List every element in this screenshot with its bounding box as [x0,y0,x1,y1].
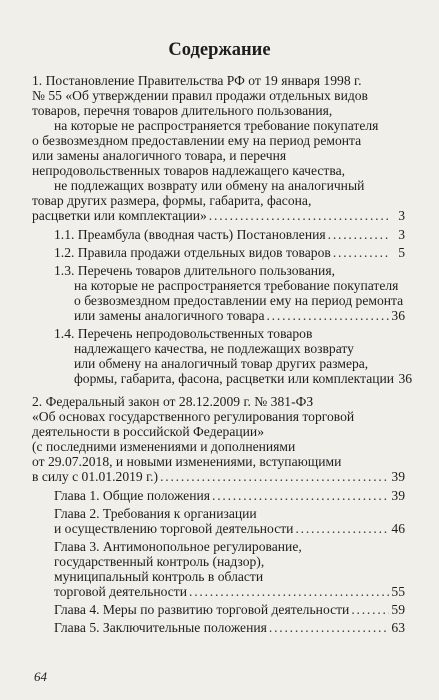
dot-leader [295,521,389,536]
toc-leader-row [32,469,405,484]
page-number: 36 [391,308,405,323]
toc-line: муниципальный контроль в области [54,569,264,584]
toc-line: Глава 1. Общие положения [54,488,211,503]
page-number: 36 [398,371,413,386]
toc-line: товар других размера, формы, габарита, фасона, [32,193,312,208]
toc-line: товаров, перечня товаров длительного пользования, [32,103,333,118]
dot-leader [189,584,389,599]
toc-line: государственный контроль (надзор), [54,554,265,569]
toc-leader-row [54,245,405,260]
toc-line: и осуществлению торговой деятельности [54,521,294,536]
toc-line: или замены аналогичного товара [74,308,265,323]
toc-line: Глава 4. Меры по развитию торговой деятельности [54,602,350,617]
dot-leader [266,308,389,323]
toc-line: № 55 «Об утверждении правил продажи отдельных видов [32,88,368,103]
page-number: 39 [391,488,405,503]
toc-entry-2 [32,394,405,484]
toc-line: надлежащего качества, не подлежащих возврату [74,341,354,356]
toc-leader-row [54,584,405,599]
page-number: 5 [398,245,405,260]
table-of-contents [32,73,413,635]
toc-chapter-1 [54,488,405,503]
toc-line: 1.3. Перечень товаров длительного пользования, [54,263,335,278]
toc-chapter-3 [54,539,405,599]
toc-line: Глава 3. Антимонопольное регулирование, [54,539,302,554]
page-number: 59 [391,602,405,617]
toc-line: непродовольственных товаров надлежащего качества, [32,163,346,178]
toc-line: 2. Федеральный закон от 28.12.2009 г. № 381-ФЗ [32,394,314,409]
toc-line: (с последними изменениями и дополнениями [32,439,296,454]
toc-line: формы, габарита, фасона, расцветки или комплектации [74,371,395,386]
page-folio: 64 [34,669,47,684]
dot-leader [160,469,389,484]
page-number: 3 [398,208,405,223]
toc-leader-row [54,308,405,323]
toc-leader-row [54,488,405,503]
page-title: Содержание [168,40,271,60]
toc-line: Глава 5. Заключительные положения [54,620,267,635]
toc-line: 1. Постановление Правительства РФ от 19 января 1998 г. [32,73,362,88]
toc-leader-row [54,521,405,536]
toc-line: о безвозмездном предоставлении ему на период ремонта [74,293,404,308]
toc-line: от 29.07.2018, и новыми изменениями, вступающими [32,454,342,469]
toc-line: или обмену на аналогичный товар других размера, [74,356,369,371]
toc-line: не подлежащих возврату или обмену на аналогичный [54,178,365,193]
page-number: 46 [391,521,405,536]
toc-leader-row [54,227,405,242]
dot-leader [333,245,389,260]
dot-leader [328,227,389,242]
dot-leader [209,208,389,223]
toc-leader-row [54,371,413,386]
toc-chapter-5 [54,620,405,635]
toc-entry-1-2 [54,245,405,260]
toc-line: деятельности в российской Федерации» [32,424,264,439]
toc-line: Глава 2. Требования к организации [54,506,257,521]
page-number: 55 [391,584,405,599]
toc-line: на которые не распространяется требование покупателя [74,278,399,293]
toc-line: в силу с 01.01.2019 г.) [32,469,159,484]
toc-line: торговой деятельности [54,584,188,599]
toc-line: или замены аналогичного товара, и перечня [32,148,287,163]
toc-entry-1-3 [54,263,405,323]
dot-leader [351,602,389,617]
toc-line: 1.1. Преамбула (вводная часть) Постановления [54,227,326,242]
toc-line: расцветки или комплектации» [32,208,207,223]
dot-leader [269,620,389,635]
toc-line: на которые не распространяется требование покупателя [54,118,379,133]
toc-line: «Об основах государственного регулирования торговой [32,409,355,424]
toc-entry-1-4 [54,326,413,386]
page-number: 63 [391,620,405,635]
toc-chapter-4 [54,602,405,617]
toc-entry-1 [32,73,405,223]
toc-leader-row [32,208,405,223]
toc-leader-row [54,620,405,635]
toc-chapter-2 [54,506,405,536]
page-number: 3 [398,227,405,242]
toc-leader-row [54,602,405,617]
toc-line: о безвозмездном предоставлении ему на период ремонта [32,133,362,148]
toc-line: 1.4. Перечень непродовольственных товаров [54,326,313,341]
dot-leader [212,488,389,503]
toc-entry-1-1 [54,227,405,242]
toc-line: 1.2. Правила продажи отдельных видов товаров [54,245,331,260]
page-number: 39 [391,469,405,484]
